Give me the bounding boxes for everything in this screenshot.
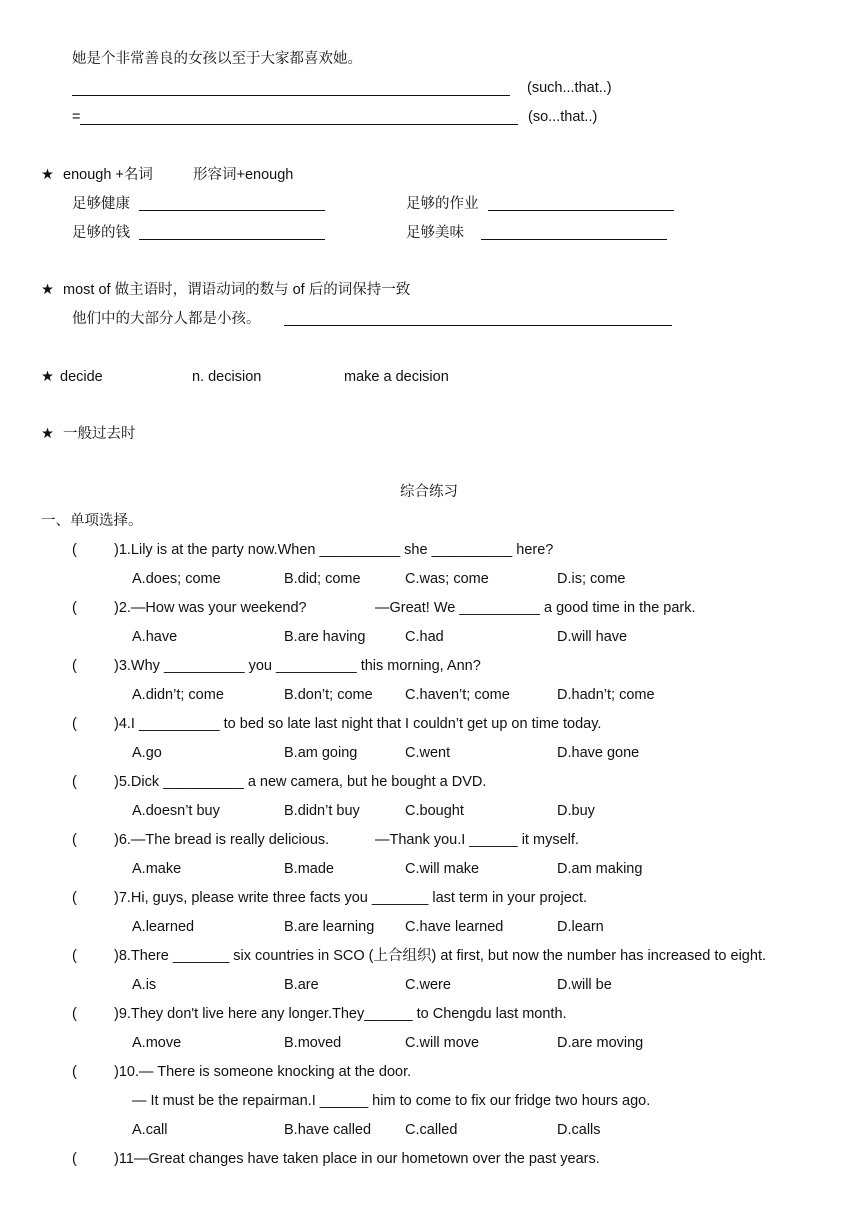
question-stem: )1.Lily is at the party now.When __________ she __________ here? [114,542,554,558]
option-a[interactable]: A.call [132,1122,168,1138]
most-of-sentence: 他们中的大部分人都是小孩。 [72,311,261,327]
answer-blank[interactable] [488,210,674,211]
question-stem: )7.Hi, guys, please write three facts you _______ last term in your project. [114,890,588,906]
option-a[interactable]: A.make [132,861,182,877]
exercise-title: 综合练习 [400,484,458,500]
option-d[interactable]: D.am making [557,861,643,877]
question-stem: )8.There _______ six countries in SCO (上合组织) at first, but now the number has increased to eight. [114,948,766,964]
word-make-decision: make a decision [344,369,449,385]
star-icon: ★ [41,369,54,385]
most-of-heading: most of 做主语时，谓语动词的数与 of 后的词保持一致 [63,282,411,298]
question-stem: )11—Great changes have taken place in our hometown over the past years. [114,1151,600,1167]
answer-blank-so[interactable] [80,124,518,125]
option-d[interactable]: D.calls [557,1122,601,1138]
option-a[interactable]: A.move [132,1035,182,1051]
answer-bracket[interactable]: ( [72,542,77,558]
option-c[interactable]: C.haven’t; come [405,687,510,703]
option-d[interactable]: D.have gone [557,745,640,761]
option-b[interactable]: B.have called [284,1122,372,1138]
option-a[interactable]: A.go [132,745,162,761]
answer-blank[interactable] [139,210,325,211]
enough-heading-noun: enough +名词 [63,167,153,183]
option-d[interactable]: D.hadn’t; come [557,687,655,703]
question-reply: —Great! We __________ a good time in the park. [375,600,696,616]
so-that-hint: (so...that..) [528,109,598,125]
answer-bracket[interactable]: ( [72,716,77,732]
enough-heading-adj: 形容词+enough [193,167,294,183]
question-stem: )4.I __________ to bed so late last night that I couldn’t get up on time today. [114,716,602,732]
option-b[interactable]: B.am going [284,745,358,761]
question-stem: )5.Dick __________ a new camera, but he bought a DVD. [114,774,487,790]
answer-bracket[interactable]: ( [72,1151,77,1167]
option-d[interactable]: D.are moving [557,1035,644,1051]
equals-sign: = [72,109,81,125]
answer-bracket[interactable]: ( [72,774,77,790]
question-stem-line2: — It must be the repairman.I ______ him to come to fix our fridge two hours ago. [132,1093,651,1109]
answer-bracket[interactable]: ( [72,600,77,616]
answer-bracket[interactable]: ( [72,1006,77,1022]
question-stem: )6.—The bread is really delicious. [114,832,330,848]
option-b[interactable]: B.made [284,861,334,877]
past-tense-heading: 一般过去时 [63,426,136,442]
option-a[interactable]: A.doesn’t buy [132,803,220,819]
option-c[interactable]: C.went [405,745,451,761]
answer-blank[interactable] [481,239,667,240]
option-a[interactable]: A.does; come [132,571,221,587]
intro-sentence: 她是个非常善良的女孩以至于大家都喜欢她。 [72,51,362,67]
answer-blank[interactable] [139,239,325,240]
option-c[interactable]: C.will move [405,1035,480,1051]
enough-item-4: 足够美味 [406,225,464,241]
section-heading: 一、单项选择。 [41,513,143,529]
answer-bracket[interactable]: ( [72,890,77,906]
option-a[interactable]: A.have [132,629,178,645]
answer-bracket[interactable]: ( [72,948,77,964]
option-b[interactable]: B.are having [284,629,366,645]
word-decision: n. decision [192,369,262,385]
option-d[interactable]: D.will have [557,629,628,645]
question-stem: )10.— There is someone knocking at the door. [114,1064,412,1080]
enough-item-2: 足够的作业 [406,196,479,212]
option-b[interactable]: B.are learning [284,919,375,935]
option-d[interactable]: D.learn [557,919,604,935]
answer-bracket[interactable]: ( [72,832,77,848]
option-a[interactable]: A.is [132,977,157,993]
option-a[interactable]: A.learned [132,919,195,935]
option-c[interactable]: C.had [405,629,444,645]
option-b[interactable]: B.don’t; come [284,687,373,703]
option-c[interactable]: C.called [405,1122,458,1138]
such-that-hint: (such...that..) [527,80,612,96]
option-b[interactable]: B.are [284,977,319,993]
enough-item-1: 足够健康 [72,196,130,212]
option-b[interactable]: B.didn’t buy [284,803,360,819]
option-c[interactable]: C.will make [405,861,480,877]
question-reply: —Thank you.I ______ it myself. [375,832,579,848]
question-stem: )3.Why __________ you __________ this morning, Ann? [114,658,481,674]
option-c[interactable]: C.bought [405,803,464,819]
option-c[interactable]: C.have learned [405,919,504,935]
option-c[interactable]: C.was; come [405,571,489,587]
answer-bracket[interactable]: ( [72,658,77,674]
enough-item-3: 足够的钱 [72,225,130,241]
answer-bracket[interactable]: ( [72,1064,77,1080]
answer-blank[interactable] [284,325,672,326]
option-d[interactable]: D.will be [557,977,612,993]
option-c[interactable]: C.were [405,977,451,993]
answer-blank-such[interactable] [72,95,510,96]
option-b[interactable]: B.did; come [284,571,361,587]
star-icon: ★ [41,282,54,298]
option-b[interactable]: B.moved [284,1035,342,1051]
option-a[interactable]: A.didn’t; come [132,687,224,703]
question-stem: )2.—How was your weekend? [114,600,307,616]
question-stem: )9.They don't live here any longer.They______ to Chengdu last month. [114,1006,567,1022]
star-icon: ★ [41,426,54,442]
star-icon: ★ [41,167,54,183]
option-d[interactable]: D.is; come [557,571,626,587]
option-d[interactable]: D.buy [557,803,595,819]
word-decide: decide [60,369,103,385]
